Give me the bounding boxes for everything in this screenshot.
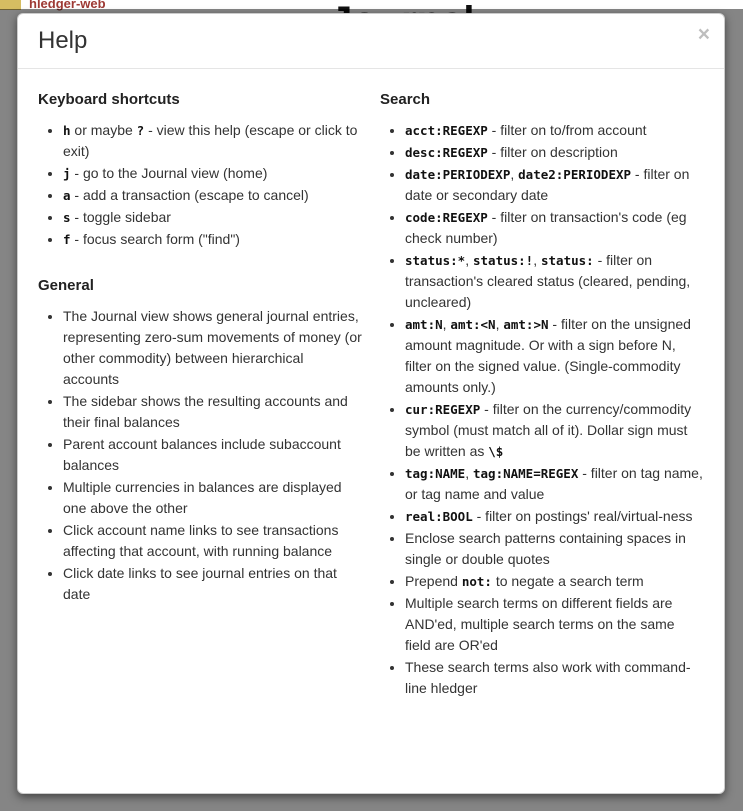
modal-body [18, 69, 724, 727]
search-list [380, 120, 704, 699]
list-item: • Parent account balances include subaccount balances [63, 434, 362, 476]
list-item: • j - go to the Journal view (home) [63, 163, 362, 184]
list-item: • These search terms also work with command-line hledger [405, 657, 704, 699]
general-list [38, 306, 362, 605]
brand-link[interactable]: hledger-web [29, 0, 106, 11]
list-item: • The Journal view shows general journal entries, representing zero-sum movements of money (or other commodity) between hierarchical accounts [63, 306, 362, 390]
section-title-search: Search [380, 90, 431, 108]
section-title-general: General [38, 276, 94, 294]
code-term: not: [461, 573, 492, 589]
list-item: • date:PERIODEXP, date2:PERIODEXP - filter on date or secondary date [405, 164, 704, 206]
code-term: status:! [473, 252, 534, 268]
code-term: j [63, 165, 71, 181]
code-term: ? [136, 122, 145, 138]
code-term: date2:PERIODEXP [518, 166, 632, 182]
list-item: • code:REGEXP - filter on transaction's code (eg check number) [405, 207, 704, 249]
left-column [38, 83, 362, 707]
code-term: status: [541, 252, 594, 268]
code-term: amt:N [405, 316, 443, 332]
code-term: f [63, 231, 71, 247]
list-item: • amt:N, amt:<N, amt:>N - filter on the unsigned amount magnitude. Or with a sign before N, filter on the signed value. (Single-commodity amounts only.) [405, 314, 704, 398]
code-term: tag:NAME=REGEX [473, 465, 579, 481]
modal-title: Help [38, 27, 88, 54]
list-item: • real:BOOL - filter on postings' real/virtual-ness [405, 506, 704, 527]
shortcuts-list [38, 120, 362, 250]
modal-header [18, 14, 724, 69]
list-item: • f - focus search form ("find") [63, 229, 362, 250]
code-term: amt:>N [503, 316, 549, 332]
close-icon: × [697, 23, 710, 46]
list-item: • cur:REGEXP - filter on the currency/commodity symbol (must match all of it). Dollar sign must be written as \$ [405, 399, 704, 462]
list-item: • acct:REGEXP - filter on to/from account [405, 120, 704, 141]
code-term: cur:REGEXP [405, 401, 481, 417]
list-item: • status:*, status:!, status: - filter on transaction's cleared status (cleared, pending, uncleared) [405, 250, 704, 313]
code-term: desc:REGEXP [405, 144, 488, 160]
close-button[interactable] [698, 24, 710, 45]
help-modal [17, 13, 725, 794]
code-term: tag:NAME [405, 465, 466, 481]
code-term: status:* [405, 252, 466, 268]
list-item: • Prepend not: to negate a search term [405, 571, 704, 592]
list-item: • s - toggle sidebar [63, 207, 362, 228]
list-item: • Enclose search patterns containing spaces in single or double quotes [405, 528, 704, 570]
code-term: real:BOOL [405, 508, 473, 524]
code-term: acct:REGEXP [405, 122, 488, 138]
code-term: a [63, 187, 71, 203]
code-term: \$ [488, 443, 504, 459]
list-item: • Click account name links to see transactions affecting that account, with running balance [63, 520, 362, 562]
code-term: date:PERIODEXP [405, 166, 511, 182]
code-term: amt:<N [450, 316, 496, 332]
list-item: • Click date links to see journal entries on that date [63, 563, 362, 605]
list-item: • The sidebar shows the resulting accounts and their final balances [63, 391, 362, 433]
list-item: • h or maybe ? - view this help (escape or click to exit) [63, 120, 362, 162]
code-term: code:REGEXP [405, 209, 488, 225]
list-item: • desc:REGEXP - filter on description [405, 142, 704, 163]
code-term: h [63, 122, 71, 138]
list-item: • a - add a transaction (escape to cancel) [63, 185, 362, 206]
list-item: • Multiple search terms on different fields are AND'ed, multiple search terms on the same field are OR'ed [405, 593, 704, 656]
list-item: • Multiple currencies in balances are displayed one above the other [63, 477, 362, 519]
right-column [380, 83, 704, 707]
list-item: • tag:NAME, tag:NAME=REGEX - filter on tag name, or tag name and value [405, 463, 704, 505]
section-title-shortcuts: Keyboard shortcuts [38, 90, 180, 108]
code-term: s [63, 209, 71, 225]
